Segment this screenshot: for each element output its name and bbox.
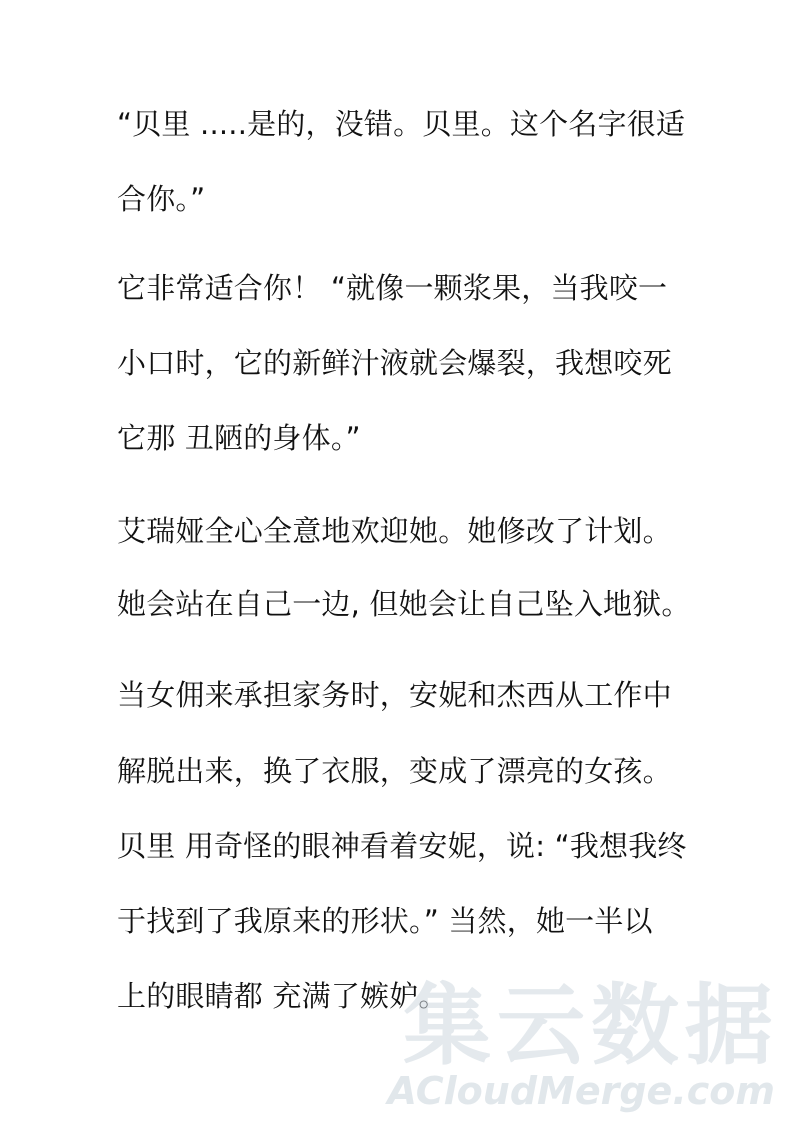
- text-line-12: 上的眼睛都 充满了嫉妒。: [117, 979, 448, 1013]
- text-line-1: “贝里 .....是的，没错。贝里。这个名字很适: [117, 107, 686, 141]
- text-line-11: 于找到了我原来的形状。” 当然，她一半以: [117, 904, 653, 938]
- text-line-9: 解脱出来，换了衣服，变成了漂亮的女孩。: [117, 754, 672, 788]
- text-line-5: 它那 丑陋的身体。”: [117, 421, 361, 455]
- text-line-6: 艾瑞娅全心全意地欢迎她。她修改了计划。: [117, 514, 672, 548]
- text-line-8: 当女佣来承担家务时，安妮和杰西从工作中: [117, 678, 672, 712]
- text-line-3: 它非常适合你！ “就像一颗浆果，当我咬一: [117, 271, 668, 305]
- text-line-10: 贝里 用奇怪的眼神看着安妮，说: “我想我终: [117, 829, 687, 863]
- watermark-english-text: ACloudMerge.com: [387, 1069, 775, 1113]
- text-line-7: 她会站在自己一边, 但她会让自己坠入地狱。: [117, 587, 691, 621]
- watermark-chinese-text: 集云数据: [402, 974, 779, 1077]
- text-line-2: 合你。”: [117, 182, 206, 216]
- text-line-4: 小口时，它的新鲜汁液就会爆裂，我想咬死: [117, 346, 672, 380]
- watermark: [387, 974, 779, 1118]
